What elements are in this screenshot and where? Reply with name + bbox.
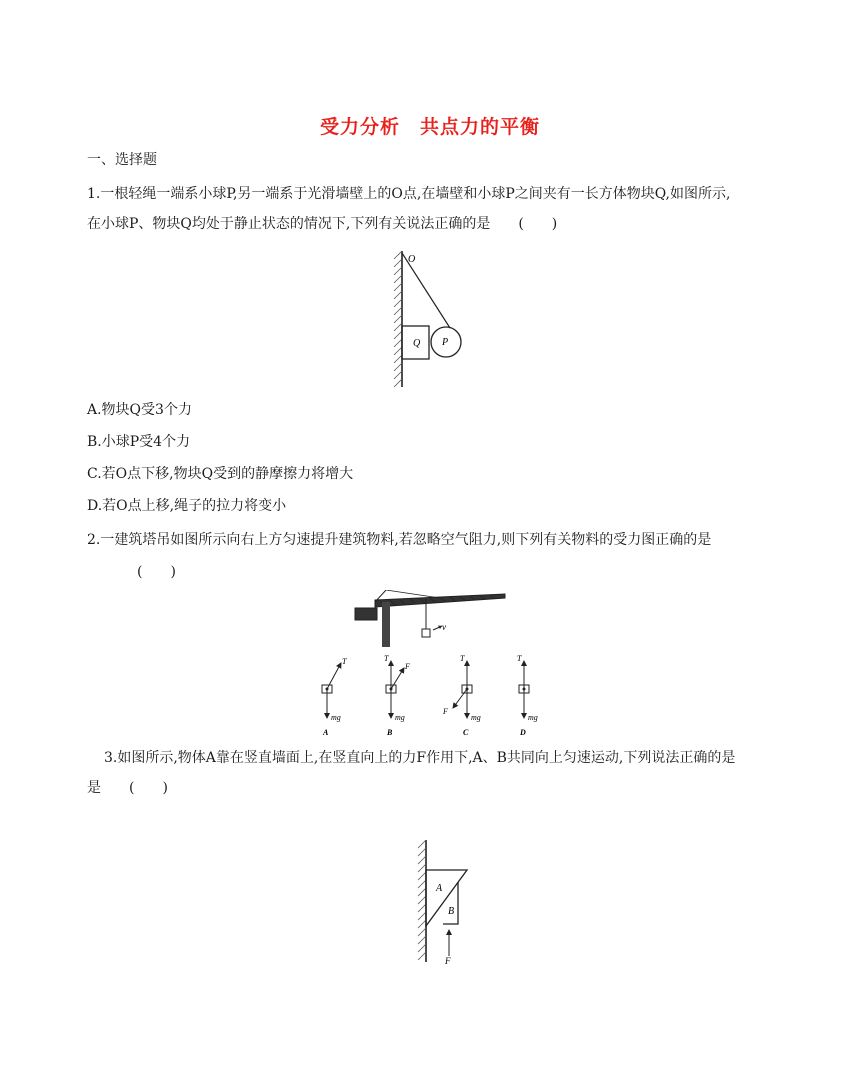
option-b-letter: B [387, 728, 393, 737]
a-label-t: T [342, 657, 347, 666]
crane-counterweight [355, 608, 377, 620]
label-b: B [448, 906, 455, 917]
q2-text-line1: 2.一建筑塔吊如图所示向右上方匀速提升建筑物料,若忽略空气阻力,则下列有关物料的受力图正确的是 [87, 532, 712, 548]
a-label-mg: mg [331, 713, 341, 722]
q1-text-line2: 在小球P、物块Q均处于静止状态的情况下,下列有关说法正确的是 ( ) [87, 216, 558, 232]
label-v: v [442, 622, 446, 632]
q1-option-d: D.若O点上移,绳子的拉力将变小 [87, 498, 287, 514]
c-label-mg: mg [471, 713, 481, 722]
q1-text-line1: 1.一根轻绳一端系小球P,另一端系于光滑墙壁上的O点,在墙壁和小球P之间夹有一长方体物块Q,如图所示, [87, 186, 731, 202]
c-label-f: F [443, 707, 448, 716]
diagram-b [384, 654, 410, 737]
q1-option-c: C.若O点下移,物块Q受到的静摩擦力将增大 [87, 466, 354, 482]
q2-answer-diagrams [310, 652, 550, 738]
q1-figure [390, 245, 470, 390]
page-title: 受力分析 共点力的平衡 [319, 116, 540, 138]
block-b [443, 882, 458, 924]
label-o: O [408, 254, 416, 265]
b-label-mg: mg [395, 713, 405, 722]
label-p: P [442, 337, 449, 348]
wall-hatching [394, 251, 402, 387]
diagram-a [322, 657, 347, 737]
d-label-mg: mg [528, 713, 538, 722]
label-a: A [436, 883, 443, 894]
diagram-c [442, 654, 481, 737]
diagram-d [517, 654, 538, 737]
d-label-t: T [517, 654, 522, 663]
option-d-letter: D [520, 728, 526, 737]
label-f: F [445, 956, 451, 966]
q2-text-line2: ( ) [137, 564, 176, 580]
crane-figure [350, 590, 510, 648]
crane-tower [382, 602, 390, 647]
section-heading: 一、选择题 [87, 152, 157, 168]
q1-option-a: A.物块Q受3个力 [87, 402, 192, 418]
label-q: Q [413, 338, 421, 349]
b-label-t: T [384, 654, 389, 663]
q3-figure [414, 838, 474, 966]
cargo-box [422, 629, 430, 637]
q3-text-line2: 是 ( ) [87, 780, 168, 796]
q3-text-line1: 3.如图所示,物体A靠在竖直墙面上,在竖直向上的力F作用下,A、B共同向上匀速运动,下列说法正确的是 [104, 750, 736, 766]
b-label-f: F [405, 662, 410, 671]
option-a-letter: A [323, 728, 329, 737]
wall-hatching [418, 840, 426, 960]
block-a [426, 870, 467, 926]
q1-option-b: B.小球P受4个力 [87, 434, 191, 450]
option-c-letter: C [463, 728, 469, 737]
c-label-t: T [460, 654, 465, 663]
